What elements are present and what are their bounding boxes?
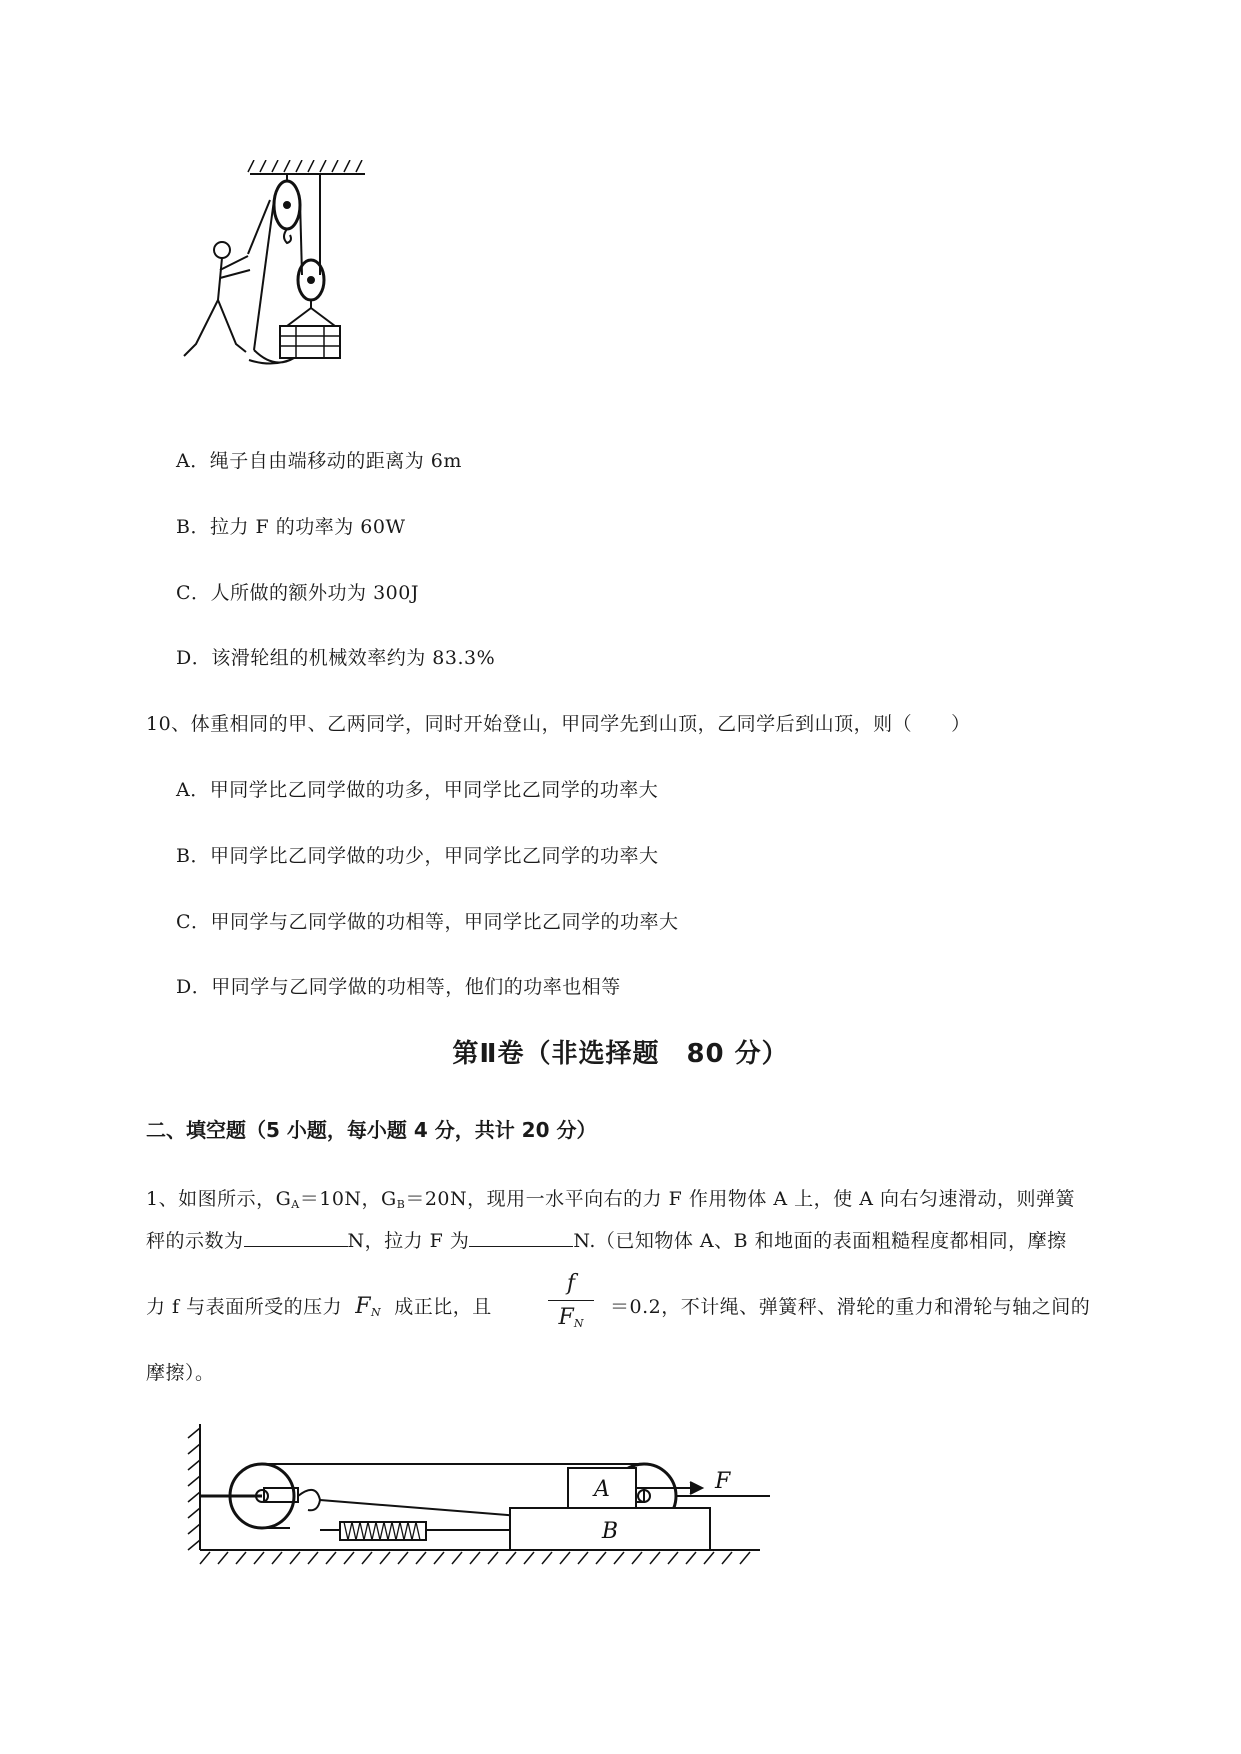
option-a: A．绳子自由端移动的距离为 6m [176,450,462,472]
fill-question-1-line3: 力 f 与表面所受的压力 $F_N$ 成正比，且 [146,1294,492,1319]
spring-pulley-figure [180,1418,770,1578]
section-title: 二、填空题（5 小题，每小题 4 分，共计 20 分） [146,1118,597,1142]
fill-question-1-line3-tail: ＝0.2，不计绳、弹簧秤、滑轮的重力和滑轮与轴之间的 [610,1296,1091,1318]
answer-blank-2[interactable] [469,1228,573,1247]
q10-option-c: C．甲同学与乙同学做的功相等，甲同学比乙同学的功率大 [176,911,679,933]
fill-question-1-line2: 秤的示数为 N，拉力 F 为 N.（已知物体 A、B 和地面的表面粗糙程度都相同，摩擦 [146,1230,1067,1252]
q10-option-d: D．甲同学与乙同学做的功相等，他们的功率也相等 [176,976,621,998]
block-a-label: A [594,1477,610,1502]
option-c: C．人所做的额外功为 300J [176,582,419,604]
q10-option-a: A．甲同学比乙同学做的功多，甲同学比乙同学的功率大 [176,779,659,801]
fill-question-1-line4: 摩擦）。 [146,1362,215,1384]
pulley-figure [170,160,380,390]
q10-option-b: B．甲同学比乙同学做的功少，甲同学比乙同学的功率大 [176,845,659,867]
option-b: B．拉力 F 的功率为 60W [176,516,406,538]
answer-blank-1[interactable] [244,1228,348,1247]
block-b-label: B [601,1519,619,1544]
part-title: 第Ⅱ卷（非选择题 80 分） [452,1039,789,1069]
question-10-stem: 10、体重相同的甲、乙两同学，同时开始登山，甲同学先到山顶，乙同学后到山顶，则（ ） [146,713,971,735]
fraction-f-over-fn: f $F_N$ [548,1270,594,1339]
option-d: D．该滑轮组的机械效率约为 83.3% [176,647,496,669]
force-f-label: F [715,1469,731,1494]
fill-question-1-line1: 1、如图所示，$G_A=10N$，$G_B=20N$，现用一水平向右的力 F 作用物体 A 上，使 A 向右匀速滑动，则弹簧 [146,1188,1075,1211]
